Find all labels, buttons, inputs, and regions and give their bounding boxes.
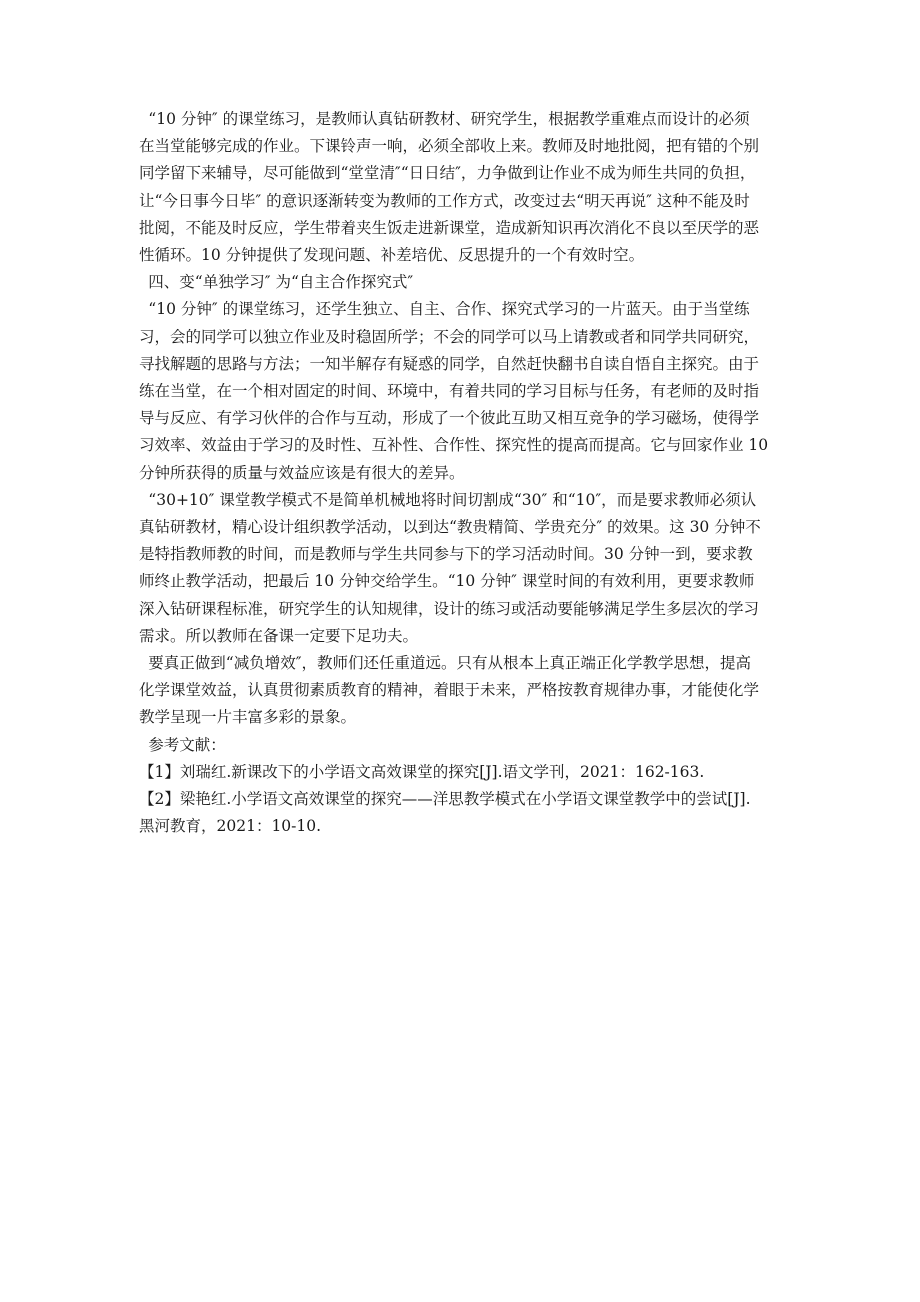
references-title: 参考文献： [148,735,226,754]
paragraph-reduce-burden: 要真正做到“减负增效″，教师们还任重道远。只有从根本上真正端正化学教学思想，提高 化学课堂效益，认真贯彻素质教育的精神，着眼于未来，严格按教育规律办事，才能使化学 教学呈现一片丰富多彩的景象。 [139,654,760,727]
paragraph-30-plus-10-model: “30+10″ 课堂教学模式不是简单机械地将时间切割成“30″ 和“10″，而是要求教师必须认 真钻研教材，精心设计组织教学活动，以到达“教贵精简、学贵充分″ 的效果。这 30 分钟不 是特指教师教的时间，而是教师与学生共同参与下的学习活动时间。30 分钟一到，要求教 师终止教学活动，把最后 10 分钟交给学生。“10 分钟″ 课堂时间的有效利用，更要求教师 深入钻研课程标准，研究学生的认知规律，设计的练习或活动要能够满足学生多层次的学习 需求。所以教师在备课一定要下足功夫。 [139,490,761,645]
reference-item-1: 【1】刘瑞红.新课改下的小学语文高效课堂的探究[J].语文学刊，2021：162-163. [139,762,705,781]
paragraph-independent-cooperative: “10 分钟″ 的课堂练习，还学生独立、自主、合作、探究式学习的一片蓝天。由于当堂练 习，会的同学可以独立作业及时稳固所学；不会的同学可以马上请教或者和同学共同研究， 寻找解题的思路与方法；一知半解存有疑惑的同学，自然赶快翻书自读自悟自主探究。由于 练在当堂，在一个相对固定的时间、环境中，有着共同的学习目标与任务，有老师的及时指 导与反应、有学习伙伴的合作与互动，形成了一个彼此互助又相互竞争的学习磁场，使得学 习效率、效益由于学习的及时性、互补性、合作性、探究性的提高而提高。它与回家作业 10 分钟所获得的质量与效益应该是有很大的差异。 [139,300,769,482]
reference-item-2: 【2】梁艳红.小学语文高效课堂的探究——洋思教学模式在小学语文课堂教学中的尝试[J]. 黑河教育，2021：10-10. [139,790,751,836]
paragraph-ten-minute-practice: “10 分钟″ 的课堂练习，是教师认真钻研教材、研究学生，根据教学重难点而设计的必须 在当堂能够完成的作业。下课铃声一响，必须全部收上来。教师及时地批阅，把有错的个别 同学留下来辅导，尽可能做到“堂堂清″“日日结″，力争做到让作业不成为师生共同的负担， 让“今日事今日毕″ 的意识逐渐转变为教师的工作方式，改变过去“明天再说″ 这种不能及时 批阅，不能及时反应，学生带着夹生饭走进新课堂，造成新知识再次消化不良以至厌学的恶 性循环。10 分钟提供了发现问题、补差培优、反思提升的一个有效时空。 [139,110,760,265]
section-heading-four: 四、变“单独学习″ 为“自主合作探究式″ [148,273,414,292]
document-body [139,106,791,840]
